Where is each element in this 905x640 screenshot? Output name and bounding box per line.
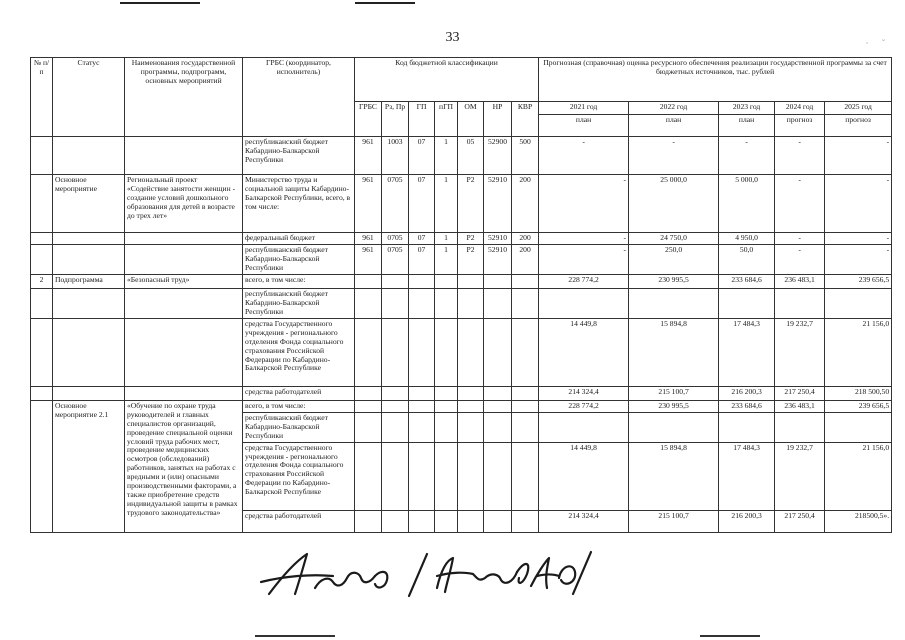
page-number: 33 bbox=[445, 30, 460, 45]
type-2021: план bbox=[539, 115, 629, 137]
table-row: республиканский бюджет Кабардино-Балкарской Республики 961 1003 07 1 05 52900 500 - - - - - bbox=[31, 137, 892, 175]
code-col-om: ОМ bbox=[458, 102, 484, 137]
col-code-group: Код бюджетной классификации bbox=[355, 58, 539, 102]
table-row: 2 Подпрограмма «Безопасный труд» всего, в том числе: 228 774,2 230 995,5 233 684,6 236 483,1 239 656,5 bbox=[31, 274, 892, 288]
source-cell: республиканский бюджет Кабардино-Балкарской Республики bbox=[243, 245, 355, 275]
source-cell: всего, в том числе: bbox=[243, 400, 355, 412]
type-2022: план bbox=[629, 115, 719, 137]
status-cell: Подпрограмма bbox=[53, 274, 125, 288]
year-2022: 2022 год bbox=[629, 102, 719, 115]
code-col-kvr: КВР bbox=[512, 102, 539, 137]
code-col-grbs: ГРБС bbox=[355, 102, 382, 137]
year-2023: 2023 год bbox=[719, 102, 775, 115]
source-cell: республиканский бюджет Кабардино-Балкарской Республики bbox=[243, 412, 355, 442]
status-cell: Основное мероприятие bbox=[53, 175, 125, 233]
name-cell: «Обучение по охране труда руководителей и главных специалистов организаций, проведение специальной оценки условий труда рабочих мест, проведение медицинских осмотров (обследований) работников, занятых на работах с вредными и (или) опасными производственными факторами, а также приобретение средств индивидуальной защиты в рамках трудового законодательства» bbox=[125, 400, 243, 532]
year-2021: 2021 год bbox=[539, 102, 629, 115]
name-cell: Региональный проект «Содействие занятости женщин - создание условий дошкольного образования для детей в возрасте до трех лет» bbox=[125, 175, 243, 233]
status-cell: Основное мероприятие 2.1 bbox=[53, 400, 125, 532]
scan-corner-mark: · ˘ bbox=[865, 38, 885, 48]
code-col-rzpr: Рз, Пр bbox=[382, 102, 409, 137]
budget-table bbox=[30, 57, 892, 533]
header-row-main bbox=[31, 58, 892, 102]
col-name: Наименования государственной программы, подпрограмм, основных мероприятий bbox=[125, 58, 243, 137]
table-row: Основное мероприятие Региональный проект «Содействие занятости женщин - создание условий дошкольного образования для детей в возрасте до трех лет» Министерство труда и социальной защиты Кабардино-Балкарской Республики, всего, в том числе: 961 0705 07 1 Р2 52910 200 - 25 000,0 5 000,0 - - bbox=[31, 175, 892, 233]
source-cell: средства Государственного учреждения - регионального отделения Фонда социального страхования Российской Федерации по Кабардино-Балкарской Республике bbox=[243, 318, 355, 386]
table-row: федеральный бюджет 961 0705 07 1 Р2 52910 200 - 24 750,0 4 950,0 - - bbox=[31, 233, 892, 245]
source-cell: Министерство труда и социальной защиты Кабардино-Балкарской Республики, всего, в том числе: bbox=[243, 175, 355, 233]
col-status: Статус bbox=[53, 58, 125, 137]
col-num: № п/п bbox=[31, 58, 53, 137]
year-2025: 2025 год bbox=[825, 102, 892, 115]
source-cell: федеральный бюджет bbox=[243, 233, 355, 245]
code-col-pgp: пГП bbox=[435, 102, 458, 137]
table-row bbox=[31, 288, 892, 318]
num-cell: 2 bbox=[31, 274, 53, 288]
year-2024: 2024 год bbox=[775, 102, 825, 115]
handwritten-signature bbox=[255, 548, 595, 600]
table-row: республиканский бюджет Кабардино-Балкарской Республики 961 0705 07 1 Р2 52910 200 - 250,0 50,0 - - bbox=[31, 245, 892, 275]
code-col-nr: НР bbox=[484, 102, 512, 137]
bottom-scan-rule-left bbox=[255, 635, 335, 637]
source-cell: средства работодателей bbox=[243, 510, 355, 532]
type-2025: прогноз bbox=[825, 115, 892, 137]
table-row: Основное мероприятие 2.1 «Обучение по охране труда руководителей и главных специалистов организаций, проведение специальной оценки условий труда рабочих мест, проведение медицинских осмотров (обследований) работников, занятых на работах с вредными и (или) опасными производственными факторами, а также приобретение средств индивидуальной защиты в рамках трудового законодательства» всего, в том числе: 228 774,2 230 995,5 233 684,6 236 483,1 239 656,5 bbox=[31, 400, 892, 412]
code-col-gp: ГП bbox=[409, 102, 435, 137]
source-cell: республиканский бюджет Кабардино-Балкарской Республики bbox=[243, 288, 355, 318]
table-row: средства работодателей 214 324,4 215 100,7 216 200,3 217 250,4 218500,5». bbox=[31, 510, 892, 532]
name-cell: «Безопасный труд» bbox=[125, 274, 243, 288]
col-forecast-group: Прогнозная (справочная) оценка ресурсного обеспечения реализации государственной программы за счет бюджетных источников, тыс. рублей bbox=[539, 58, 892, 102]
table-row: средства Государственного учреждения - регионального отделения Фонда социального страхования Российской Федерации по Кабардино-Балкарской Республике 14 449,8 15 894,8 17 484,3 19 232,7 21 156,0 bbox=[31, 442, 892, 510]
col-grbs: ГРБС (координатор, исполнитель) bbox=[243, 58, 355, 137]
type-2024: прогноз bbox=[775, 115, 825, 137]
top-scan-rule-right bbox=[355, 2, 415, 4]
source-cell: средства работодателей bbox=[243, 386, 355, 400]
source-cell: всего, в том числе: bbox=[243, 274, 355, 288]
type-2023: план bbox=[719, 115, 775, 137]
bottom-scan-rule-right bbox=[700, 635, 760, 637]
source-cell: республиканский бюджет Кабардино-Балкарской Республики bbox=[243, 137, 355, 175]
table-row: средства Государственного учреждения - регионального отделения Фонда социального страхования Российской Федерации по Кабардино-Балкарской Республике 14 449,8 15 894,8 17 484,3 19 232,7 21 156,0 bbox=[31, 318, 892, 386]
table-row: средства работодателей 214 324,4 215 100,7 216 200,3 217 250,4 218 500,50 bbox=[31, 386, 892, 400]
top-scan-rule-left bbox=[120, 2, 200, 4]
source-cell: средства Государственного учреждения - регионального отделения Фонда социального страхования Российской Федерации по Кабардино-Балкарской Республике bbox=[243, 442, 355, 510]
signature-drawing bbox=[255, 548, 595, 600]
